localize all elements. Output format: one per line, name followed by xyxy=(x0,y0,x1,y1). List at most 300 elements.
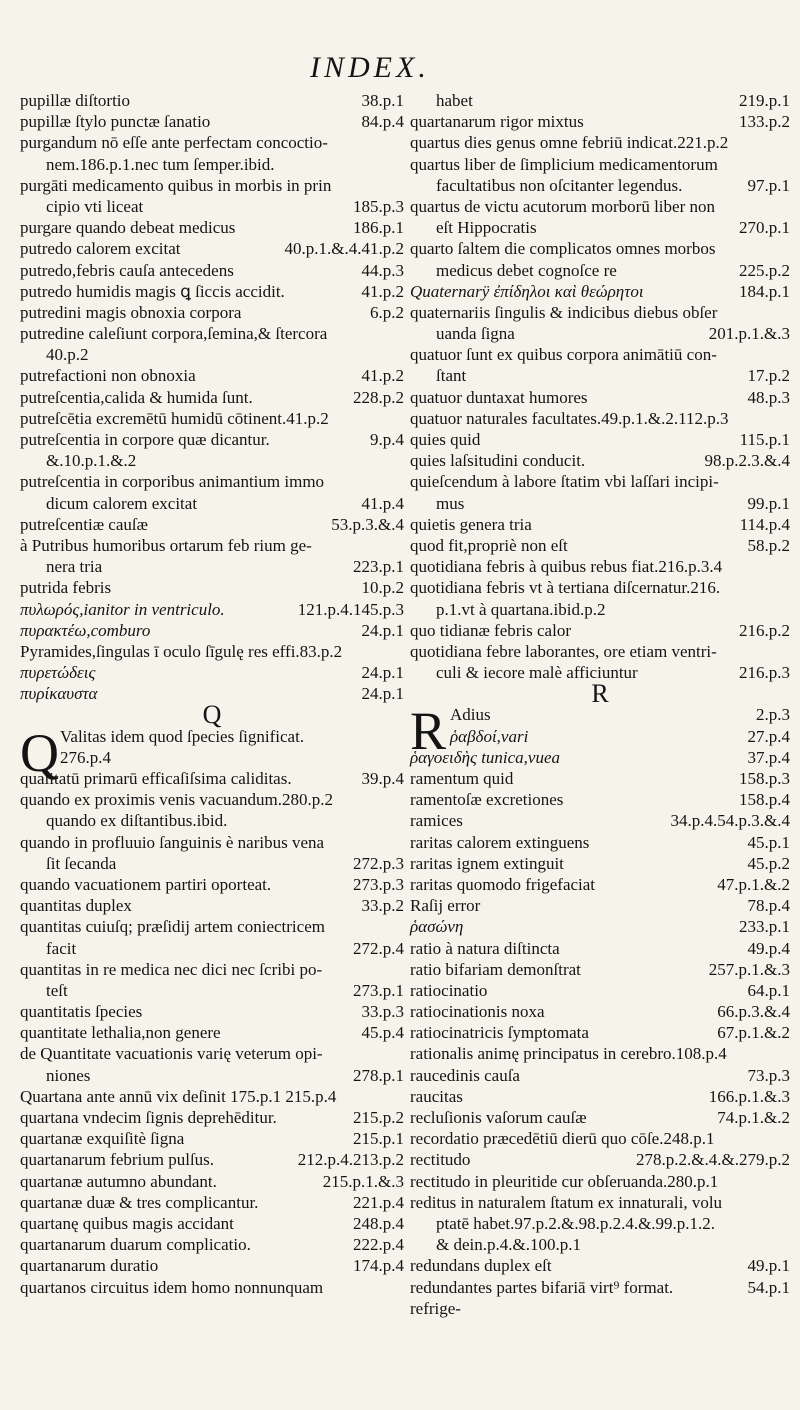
index-entry xyxy=(410,493,790,514)
entry-term: pupillæ diſtortio xyxy=(20,91,131,110)
index-entry xyxy=(410,175,790,196)
entry-term: putreſcētia excremētū humidū cōtinent.41.p.2 xyxy=(20,408,329,428)
entry-page-ref: 44.p.3 xyxy=(361,260,404,280)
index-entry xyxy=(20,1022,404,1043)
index-entry xyxy=(410,853,790,874)
entry-page-ref: 115.p.1 xyxy=(739,430,790,449)
entry-term: & dein.p.4.&.100.p.1 xyxy=(436,1235,581,1255)
entry-term: quantitatis ſpecies xyxy=(20,1002,143,1022)
entry-term: quarto ſaltem die complicatos omnes morbos xyxy=(410,239,716,259)
index-entry xyxy=(410,196,790,217)
entry-page-ref: 248.p.4 xyxy=(353,1213,404,1233)
index-entry xyxy=(410,1086,790,1107)
entry-term: πυρίκαυστα xyxy=(20,684,98,704)
index-entry xyxy=(410,1149,790,1170)
entry-page-ref: 41.p.4 xyxy=(361,493,404,513)
entry-term: putreſcentiæ cauſæ xyxy=(20,514,148,534)
entry-term: ῥασώνη xyxy=(410,917,464,937)
entry-page-ref: 48.p.3 xyxy=(747,387,790,407)
entry-term: rectitudo in pleuritide cur obſeruanda.280.p.1 xyxy=(410,1171,719,1191)
index-entry xyxy=(20,302,404,323)
entry-term: quartus dies genus omne febriū indicat.221.p.2 xyxy=(410,133,729,153)
index-entry xyxy=(410,260,790,281)
entry-term: quatuor ſunt ex quibus corpora animātiū con- xyxy=(410,345,717,365)
entry-page-ref: 270.p.1 xyxy=(739,218,790,238)
index-entry xyxy=(410,1213,790,1234)
entry-page-ref: 49.p.4 xyxy=(747,938,790,958)
entry-term: quartus de victu acutorum morborū liber non xyxy=(410,196,715,216)
index-entry xyxy=(410,535,790,556)
entry-page-ref: 58.p.2 xyxy=(747,535,790,555)
index-entry xyxy=(20,810,404,831)
entry-term: quartanæ duæ & tres complicantur. xyxy=(20,1192,259,1212)
entry-term: quartanæ autumno abundant. xyxy=(20,1171,217,1191)
index-entry xyxy=(20,1277,404,1298)
entry-term: quantitas in re medica nec dici nec ſcribi po- xyxy=(20,959,323,979)
entry-page-ref: 233.p.1 xyxy=(739,917,790,937)
entry-page-ref: 78.p.4 xyxy=(747,896,790,916)
entry-term: ramentum quid xyxy=(410,769,514,788)
entry-page-ref: 257.p.1.&.3 xyxy=(708,959,790,979)
entry-term: ratio à natura diſtincta xyxy=(410,938,560,958)
entry-page-ref: 273.p.3 xyxy=(353,874,404,894)
index-entry xyxy=(410,154,790,175)
index-entry xyxy=(410,1255,790,1276)
entry-page-ref: 215.p.1.&.3 xyxy=(322,1171,404,1191)
index-entry xyxy=(20,577,404,598)
index-entry xyxy=(410,1192,790,1213)
entry-page-ref: 215.p.1 xyxy=(353,1129,404,1149)
entry-term: eſt Hippocratis xyxy=(436,218,537,238)
entry-term: quartana vndecim ſignis deprehēditur. xyxy=(20,1108,277,1127)
page-title: INDEX. xyxy=(310,51,430,84)
entry-page-ref: 278.p.1 xyxy=(353,1065,404,1085)
index-entry xyxy=(410,599,790,620)
index-entry xyxy=(410,111,790,132)
index-entry xyxy=(20,90,404,111)
entry-term: putrefactioni non obnoxia xyxy=(20,366,196,386)
entry-page-ref: 272.p.4 xyxy=(353,938,404,958)
entry-term: purgandum nō eſſe ante perfectam concoctio- xyxy=(20,133,328,153)
drop-cap-letter: Q xyxy=(20,722,59,783)
index-entry xyxy=(20,1043,404,1064)
entry-term: ratiocinatio xyxy=(410,980,488,1000)
entry-term: quotidiana febris vt à tertiana diſcernatur.216. xyxy=(410,578,721,598)
entry-page-ref: 41.p.2 xyxy=(361,366,404,386)
entry-page-ref: 37.p.4 xyxy=(747,747,790,767)
index-entry xyxy=(410,895,790,916)
index-entry xyxy=(410,387,790,408)
index-entry xyxy=(410,1043,790,1064)
index-entry xyxy=(410,874,790,895)
entry-term: putredine caleſiunt corpora,ſemina,& ſtercora xyxy=(20,324,328,344)
section-letter xyxy=(20,700,404,730)
entry-page-ref: 219.p.1 xyxy=(739,91,790,110)
entry-term: 276.p.4 xyxy=(60,747,111,767)
entry-term: p.1.vt à quartana.ibid.p.2 xyxy=(436,599,606,619)
entry-term: quotidiana febre laborantes, ore etiam ventri- xyxy=(410,641,717,661)
entry-page-ref: 97.p.1 xyxy=(747,175,790,195)
entry-term: refrige- xyxy=(410,1298,461,1318)
entry-page-ref: 201.p.1.&.3 xyxy=(708,324,790,344)
entry-term: Quaternarÿ ἐπίδηλοι καὶ θεώρητοι xyxy=(410,281,644,301)
entry-term: purgāti medicamento quibus in morbis in prin xyxy=(20,175,332,195)
index-entry xyxy=(20,132,404,153)
index-entry xyxy=(20,895,404,916)
entry-page-ref: 27.p.4 xyxy=(747,726,790,746)
entry-term: Valitas idem quod ſpecies ſignificat. xyxy=(60,726,305,746)
entry-term: putreſcentia,calida & humida ſunt. xyxy=(20,387,253,407)
entry-term: ramentoſæ excretiones xyxy=(410,790,564,810)
index-entry xyxy=(410,1277,790,1298)
entry-page-ref: 223.p.1 xyxy=(353,557,404,577)
entry-term: habet xyxy=(436,91,473,110)
entry-page-ref: 54.p.1 xyxy=(747,1277,790,1297)
index-entry xyxy=(20,493,404,514)
entry-term: quod fit,propriè non eſt xyxy=(410,535,568,555)
entry-page-ref: 34.p.4.54.p.3.&.4 xyxy=(670,811,790,831)
entry-page-ref: 47.p.1.&.2 xyxy=(717,874,790,894)
entry-term: cipio vti liceat xyxy=(46,196,144,216)
index-entry xyxy=(410,429,790,450)
entry-term: ratio bifariam demonſtrat xyxy=(410,959,581,979)
index-entry xyxy=(20,1234,404,1255)
index-entry xyxy=(410,1298,790,1319)
entry-term: quartanarum febrium pulſus. xyxy=(20,1150,215,1170)
entry-page-ref: 166.p.1.&.3 xyxy=(708,1086,790,1106)
entry-term: quartanarum rigor mixtus xyxy=(410,112,584,132)
index-entry xyxy=(410,450,790,471)
index-entry xyxy=(20,980,404,1001)
entry-page-ref: 225.p.2 xyxy=(739,260,790,280)
entry-term: Q xyxy=(202,700,222,730)
entry-page-ref: 67.p.1.&.2 xyxy=(717,1023,790,1043)
entry-page-ref: 45.p.4 xyxy=(361,1023,404,1043)
entry-page-ref: 38.p.1 xyxy=(361,91,404,110)
index-entry xyxy=(410,1107,790,1128)
entry-term: reditus in naturalem ſtatum ex innaturali, volu xyxy=(410,1192,723,1212)
index-entry xyxy=(20,641,404,662)
entry-term: nera tria xyxy=(46,557,103,577)
entry-term: redundantes partes bifariā virt⁹ format. xyxy=(410,1277,674,1297)
index-entry xyxy=(410,514,790,535)
entry-page-ref: 212.p.4.213.p.2 xyxy=(297,1150,404,1170)
entry-term: quartanarum duarum complicatio. xyxy=(20,1235,251,1255)
entry-term: quieſcendum à labore ſtatim vbi laſſari incipi- xyxy=(410,472,719,492)
entry-page-ref: 41.p.2 xyxy=(361,281,404,301)
entry-term: recordatio præcedētiū dierū quo cōſe.248.p.1 xyxy=(410,1129,715,1149)
index-entry xyxy=(410,726,790,747)
entry-term: nem.186.p.1.nec tum ſemper.ibid. xyxy=(46,154,275,174)
index-entry xyxy=(20,1086,404,1107)
entry-term: ῥαγοειδὴς tunica,vuea xyxy=(410,747,561,767)
index-entry xyxy=(410,620,790,641)
entry-term: raritas quomodo frigefaciat xyxy=(410,874,596,894)
entry-page-ref: 278.p.2.&.4.&.279.p.2 xyxy=(636,1150,790,1170)
entry-term: quartanę quibus magis accidant xyxy=(20,1213,234,1233)
entry-term: medicus debet cognoſce re xyxy=(436,260,617,280)
index-entry xyxy=(410,1234,790,1255)
entry-page-ref: 17.p.2 xyxy=(747,366,790,386)
entry-term: quartanæ exquiſitè ſigna xyxy=(20,1129,185,1149)
entry-term: quando ex proximis venis vacuandum.280.p.2 xyxy=(20,790,334,810)
index-entry xyxy=(410,810,790,831)
index-entry xyxy=(410,556,790,577)
index-entry xyxy=(410,768,790,789)
index-entry xyxy=(20,111,404,132)
index-entry xyxy=(410,938,790,959)
index-entry xyxy=(20,323,404,344)
entry-term: facit xyxy=(46,938,77,958)
index-entry xyxy=(20,238,404,259)
entry-term: raucitas xyxy=(410,1086,463,1106)
entry-page-ref: 158.p.3 xyxy=(739,769,790,788)
index-entry xyxy=(410,365,790,386)
index-entry xyxy=(20,1065,404,1086)
index-entry xyxy=(20,471,404,492)
entry-page-ref: 9.p.4 xyxy=(370,430,404,449)
entry-page-ref: 24.p.1 xyxy=(361,684,404,704)
entry-page-ref: 74.p.1.&.2 xyxy=(717,1108,790,1127)
index-entry xyxy=(410,789,790,810)
entry-page-ref: 216.p.2 xyxy=(739,620,790,640)
entry-term: de Quantitate vacuationis varię veterum opi- xyxy=(20,1044,323,1064)
entry-term: quantitate lethalia,non genere xyxy=(20,1023,221,1043)
index-entry xyxy=(410,344,790,365)
entry-term: putrida febris xyxy=(20,578,112,598)
index-entry xyxy=(20,874,404,895)
entry-term: mus xyxy=(436,493,465,513)
entry-page-ref: 228.p.2 xyxy=(353,387,404,407)
entry-term: putredo humidis magis ꝗ ſiccis accidit. xyxy=(20,281,285,301)
entry-page-ref: 73.p.3 xyxy=(747,1065,790,1085)
entry-page-ref: 10.p.2 xyxy=(361,578,404,598)
entry-term: putredini magis obnoxia corpora xyxy=(20,302,242,322)
index-entry xyxy=(20,281,404,302)
entry-term: Raſij error xyxy=(410,896,481,916)
index-entry xyxy=(20,1149,404,1170)
entry-term: R xyxy=(591,679,609,709)
index-entry xyxy=(20,535,404,556)
index-entry xyxy=(20,662,404,683)
entry-term: putredo,febris cauſa antecedens xyxy=(20,260,234,280)
index-entry xyxy=(410,641,790,662)
entry-page-ref: 185.p.3 xyxy=(353,196,404,216)
entry-page-ref: 33.p.2 xyxy=(361,896,404,916)
entry-term: quatuor duntaxat humores xyxy=(410,387,588,407)
entry-page-ref: 99.p.1 xyxy=(747,493,790,513)
index-entry xyxy=(410,471,790,492)
entry-page-ref: 40.p.1.&.4.41.p.2 xyxy=(284,239,404,259)
index-column-right xyxy=(410,90,790,1319)
index-entry xyxy=(20,938,404,959)
index-entry xyxy=(20,217,404,238)
entry-term: quies quid xyxy=(410,430,481,449)
index-entry xyxy=(20,1255,404,1276)
entry-term: quantitas cuiuſq; præſidij artem coniectricem xyxy=(20,917,325,937)
entry-page-ref: 64.p.1 xyxy=(747,980,790,1000)
entry-term: ptatē habet.97.p.2.&.98.p.2.4.&.99.p.1.2. xyxy=(436,1213,716,1233)
entry-page-ref: 84.p.4 xyxy=(361,112,404,132)
index-entry xyxy=(20,747,404,768)
entry-term: ſit ſecanda xyxy=(46,853,117,873)
entry-page-ref: 66.p.3.&.4 xyxy=(717,1002,790,1022)
index-entry xyxy=(410,577,790,598)
entry-term: quando in profluuio ſanguinis è naribus vena xyxy=(20,832,325,852)
entry-term: recluſionis vaſorum cauſæ xyxy=(410,1108,587,1127)
entry-term: quaternariis ſingulis & indicibus diebus obſer xyxy=(410,302,718,322)
drop-cap-letter: R xyxy=(410,701,447,762)
index-entry xyxy=(410,1171,790,1192)
entry-page-ref: 45.p.2 xyxy=(747,853,790,873)
index-entry xyxy=(410,1022,790,1043)
entry-page-ref: 53.p.3.&.4 xyxy=(331,514,404,534)
entry-page-ref: 133.p.2 xyxy=(739,112,790,132)
entry-term: quotidiana febris à quibus rebus fiat.216.p.3.4 xyxy=(410,557,723,577)
entry-term: raritas ignem extinguit xyxy=(410,853,564,873)
entry-term: πυλωρός,ianitor in ventriculo. xyxy=(20,599,225,619)
index-entry xyxy=(410,1128,790,1149)
entry-page-ref: 216.p.3 xyxy=(739,663,790,683)
entry-term: raucedinis cauſa xyxy=(410,1065,520,1085)
entry-page-ref: 272.p.3 xyxy=(353,853,404,873)
entry-page-ref: 24.p.1 xyxy=(361,663,404,683)
index-entry xyxy=(410,281,790,302)
index-entry xyxy=(410,959,790,980)
index-entry xyxy=(410,408,790,429)
index-entry xyxy=(410,238,790,259)
entry-page-ref: 221.p.4 xyxy=(353,1192,404,1212)
entry-page-ref: 33.p.3 xyxy=(361,1002,404,1022)
entry-page-ref: 273.p.1 xyxy=(353,980,404,1000)
index-entry xyxy=(410,90,790,111)
entry-page-ref: 24.p.1 xyxy=(361,620,404,640)
entry-term: culi & iecore malè afficiuntur xyxy=(436,663,638,683)
index-entry xyxy=(20,916,404,937)
entry-term: niones xyxy=(46,1065,91,1085)
entry-term: 40.p.2 xyxy=(46,345,89,365)
index-entry xyxy=(410,132,790,153)
index-entry xyxy=(20,196,404,217)
entry-term: qualitatū primarū efficaſiſsima caliditas. xyxy=(20,769,292,788)
index-entry xyxy=(20,556,404,577)
entry-term: quando vacuationem partiri oporteat. xyxy=(20,874,272,894)
entry-page-ref: 49.p.1 xyxy=(747,1256,790,1276)
index-entry xyxy=(20,1213,404,1234)
index-entry xyxy=(410,302,790,323)
index-entry xyxy=(410,916,790,937)
index-entry xyxy=(410,323,790,344)
entry-term: Pyramides,ſingulas ī oculo ſīgulę res effi.83.p.2 xyxy=(20,641,343,661)
index-entry xyxy=(410,832,790,853)
entry-term: purgare quando debeat medicus xyxy=(20,218,236,238)
entry-term: &.10.p.1.&.2 xyxy=(46,451,137,471)
index-entry xyxy=(410,747,790,768)
entry-term: quartanarum duratio xyxy=(20,1256,159,1276)
index-entry xyxy=(20,429,404,450)
entry-term: quo tidianæ febris calor xyxy=(410,620,571,640)
entry-term: quartanos circuitus idem homo nonnunquam xyxy=(20,1277,324,1297)
index-entry xyxy=(20,853,404,874)
entry-page-ref: 158.p.4 xyxy=(739,790,790,810)
entry-term: ῥαβδοί,vari xyxy=(450,726,529,746)
entry-page-ref: 45.p.1 xyxy=(747,832,790,852)
entry-term: πυρετώδεις xyxy=(20,663,96,683)
entry-page-ref: 39.p.4 xyxy=(361,769,404,788)
entry-term: putredo calorem excitat xyxy=(20,239,181,259)
entry-term: rationalis animę principatus in cerebro.108.p.4 xyxy=(410,1044,727,1064)
index-entry xyxy=(20,387,404,408)
entry-term: putreſcentia in corpore quæ dicantur. xyxy=(20,430,270,449)
index-entry xyxy=(20,599,404,620)
section-letter xyxy=(410,679,790,709)
index-entry xyxy=(20,832,404,853)
index-entry xyxy=(410,1001,790,1022)
index-entry xyxy=(20,1192,404,1213)
entry-page-ref: 121.p.4.145.p.3 xyxy=(297,599,404,619)
index-entry xyxy=(20,154,404,175)
entry-page-ref: 186.p.1 xyxy=(353,218,404,238)
index-entry xyxy=(20,959,404,980)
entry-term: dicum calorem excitat xyxy=(46,493,198,513)
entry-term: ſtant xyxy=(436,366,467,386)
entry-term: quando ex diſtantibus.ibid. xyxy=(46,811,228,831)
index-entry xyxy=(20,620,404,641)
entry-page-ref: 98.p.2.3.&.4 xyxy=(704,451,790,471)
index-entry xyxy=(20,514,404,535)
entry-term: ramices xyxy=(410,811,463,831)
entry-term: rectitudo xyxy=(410,1150,471,1170)
index-entry xyxy=(20,1128,404,1149)
index-entry xyxy=(20,344,404,365)
entry-term: πυρακτέω,comburo xyxy=(20,620,151,640)
entry-page-ref: 215.p.2 xyxy=(353,1108,404,1127)
entry-term: uanda ſigna xyxy=(436,324,515,344)
entry-term: Quartana ante annū vix deſinit 175.p.1 215.p.4 xyxy=(20,1086,337,1106)
entry-term: raritas calorem extinguens xyxy=(410,832,590,852)
entry-page-ref: 114.p.4 xyxy=(739,514,790,534)
index-entry xyxy=(20,1107,404,1128)
entry-term: quantitas duplex xyxy=(20,896,132,916)
index-column-left xyxy=(20,90,404,1298)
entry-term: quies laſsitudini conducit. xyxy=(410,451,586,471)
entry-term: quietis genera tria xyxy=(410,514,532,534)
entry-term: teſt xyxy=(46,980,68,1000)
index-entry xyxy=(20,1001,404,1022)
index-entry xyxy=(20,260,404,281)
index-entry xyxy=(410,980,790,1001)
entry-term: putreſcentia in corporibus animantium immo xyxy=(20,472,325,492)
entry-term: à Putribus humoribus ortarum feb rium ge- xyxy=(20,535,312,555)
entry-term: ratiocinationis noxa xyxy=(410,1002,545,1022)
index-entry xyxy=(20,789,404,810)
index-entry xyxy=(410,1065,790,1086)
entry-term: facultatibus non oſcitanter legendus. xyxy=(436,175,683,195)
entry-page-ref: 6.p.2 xyxy=(370,302,404,322)
index-entry xyxy=(20,768,404,789)
index-entry xyxy=(20,365,404,386)
index-entry xyxy=(20,1171,404,1192)
index-entry xyxy=(20,408,404,429)
entry-term: quartus liber de ſimplicium medicamentorum xyxy=(410,154,718,174)
entry-page-ref: 2.p.3 xyxy=(756,705,790,725)
entry-page-ref: 184.p.1 xyxy=(739,281,790,301)
entry-page-ref: 174.p.4 xyxy=(353,1256,404,1276)
index-entry xyxy=(410,217,790,238)
entry-term: quatuor naturales facultates.49.p.1.&.2.112.p.3 xyxy=(410,408,729,428)
entry-term: Adius xyxy=(450,705,491,725)
index-entry xyxy=(20,450,404,471)
